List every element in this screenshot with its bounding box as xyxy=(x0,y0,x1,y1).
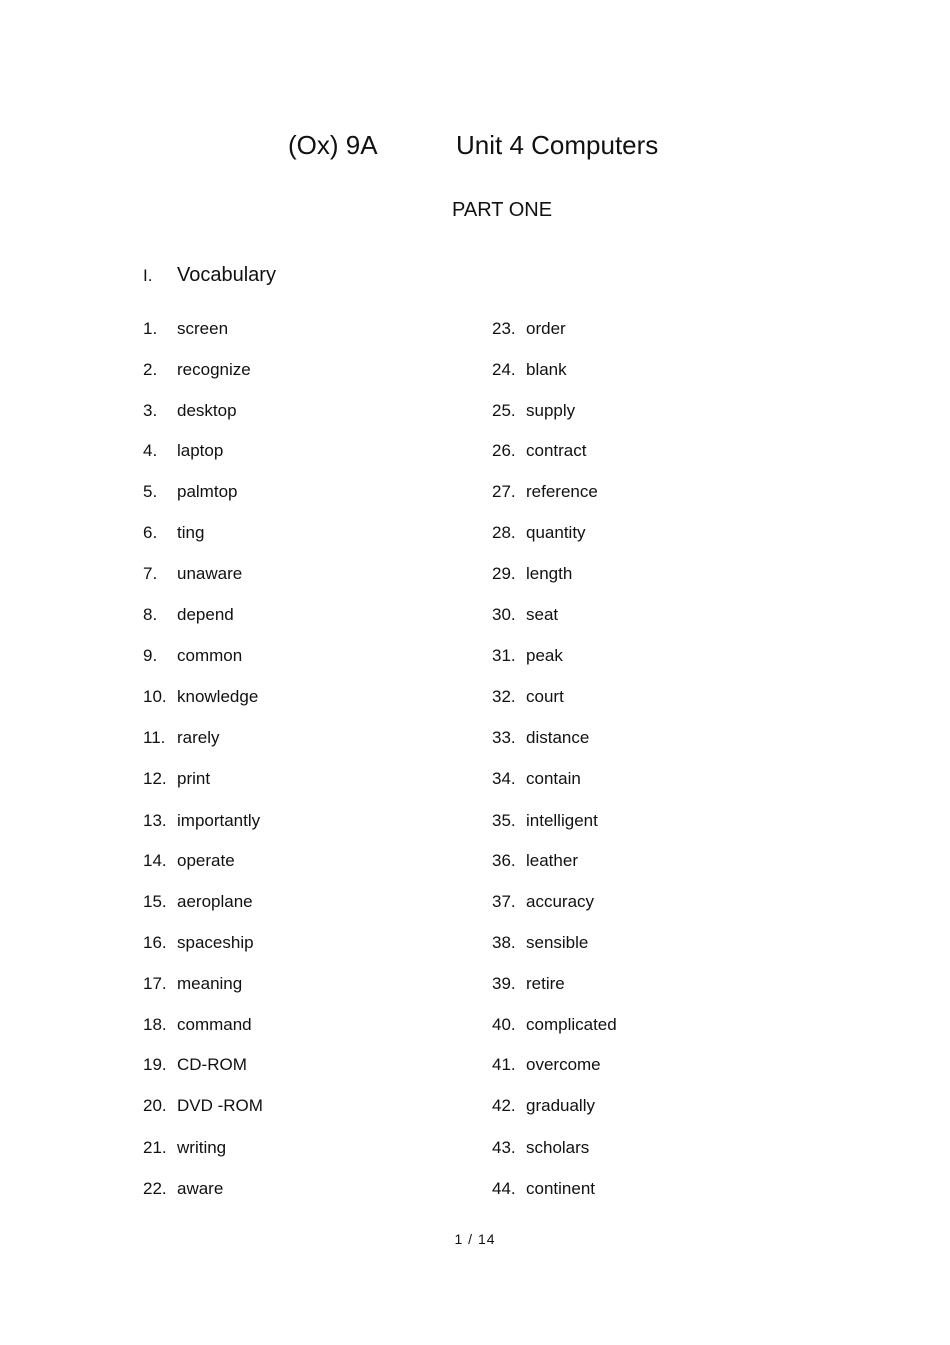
vocabulary-item xyxy=(143,318,228,340)
vocabulary-number: 32. xyxy=(492,687,516,706)
vocabulary-item xyxy=(143,1137,226,1159)
vocabulary-number: 11. xyxy=(143,728,166,747)
vocabulary-word: rarely xyxy=(177,728,220,747)
vocabulary-number: 28. xyxy=(492,523,516,542)
vocabulary-item xyxy=(492,645,563,667)
vocabulary-number: 40. xyxy=(492,1015,516,1034)
vocabulary-item xyxy=(143,604,234,626)
vocabulary-word: quantity xyxy=(526,523,586,542)
vocabulary-item xyxy=(143,727,220,749)
vocabulary-word: writing xyxy=(177,1138,227,1157)
vocabulary-item xyxy=(143,522,204,544)
vocabulary-number: 21. xyxy=(143,1138,167,1157)
vocabulary-item xyxy=(143,1178,223,1200)
vocabulary-item xyxy=(143,1054,247,1076)
vocabulary-item xyxy=(143,768,210,790)
section-title: Vocabulary xyxy=(177,264,276,286)
vocabulary-item xyxy=(492,810,598,832)
vocabulary-number: 36. xyxy=(492,851,516,870)
vocabulary-word: retire xyxy=(526,974,565,993)
course-title: (Ox) 9A xyxy=(288,130,378,160)
vocabulary-item xyxy=(492,400,575,422)
vocabulary-word: laptop xyxy=(177,441,224,460)
vocabulary-item xyxy=(492,481,598,503)
vocabulary-item xyxy=(492,727,589,749)
vocabulary-word: sensible xyxy=(526,933,589,952)
section-number: I. xyxy=(143,266,153,285)
vocabulary-number: 33. xyxy=(492,728,516,747)
vocabulary-word: recognize xyxy=(177,360,251,379)
vocabulary-word: screen xyxy=(177,319,229,338)
vocabulary-word: palmtop xyxy=(177,482,238,501)
vocabulary-word: complicated xyxy=(526,1015,617,1034)
vocabulary-number: 38. xyxy=(492,933,516,952)
vocabulary-number: 44. xyxy=(492,1179,516,1198)
vocabulary-word: ting xyxy=(177,523,205,542)
vocabulary-item xyxy=(492,768,581,790)
vocabulary-number: 4. xyxy=(143,441,158,460)
vocabulary-word: aeroplane xyxy=(177,892,253,911)
vocabulary-item xyxy=(143,686,258,708)
vocabulary-number: 1. xyxy=(143,319,158,338)
vocabulary-number: 10. xyxy=(143,687,167,706)
vocabulary-item xyxy=(492,563,572,585)
vocabulary-word: peak xyxy=(526,646,563,665)
vocabulary-word: contain xyxy=(526,769,581,788)
vocabulary-word: overcome xyxy=(526,1055,601,1074)
vocabulary-number: 35. xyxy=(492,811,516,830)
vocabulary-item xyxy=(143,440,223,462)
vocabulary-word: spaceship xyxy=(177,933,254,952)
vocabulary-item xyxy=(143,810,260,832)
vocabulary-number: 37. xyxy=(492,892,516,911)
vocabulary-item xyxy=(492,440,586,462)
vocabulary-word: command xyxy=(177,1015,252,1034)
vocabulary-number: 41. xyxy=(492,1055,516,1074)
vocabulary-number: 14. xyxy=(143,851,167,870)
vocabulary-word: supply xyxy=(526,401,576,420)
vocabulary-word: unaware xyxy=(177,564,243,583)
vocabulary-word: depend xyxy=(177,605,234,624)
vocabulary-item xyxy=(492,604,558,626)
vocabulary-item xyxy=(492,1178,595,1200)
vocabulary-number: 20. xyxy=(143,1096,167,1115)
vocabulary-number: 19. xyxy=(143,1055,167,1074)
vocabulary-word: knowledge xyxy=(177,687,259,706)
vocabulary-word: leather xyxy=(526,851,578,870)
vocabulary-word: order xyxy=(526,319,566,338)
vocabulary-number: 30. xyxy=(492,605,516,624)
vocabulary-word: intelligent xyxy=(526,811,598,830)
vocabulary-number: 3. xyxy=(143,401,158,420)
part-heading: PART ONE xyxy=(452,199,553,221)
vocabulary-item xyxy=(492,973,565,995)
vocabulary-number: 7. xyxy=(143,564,158,583)
vocabulary-number: 9. xyxy=(143,646,158,665)
vocabulary-number: 18. xyxy=(143,1015,167,1034)
vocabulary-item xyxy=(143,400,237,422)
vocabulary-word: print xyxy=(177,769,211,788)
vocabulary-item xyxy=(492,1137,589,1159)
vocabulary-word: meaning xyxy=(177,974,243,993)
vocabulary-word: contract xyxy=(526,441,587,460)
vocabulary-number: 34. xyxy=(492,769,516,788)
vocabulary-item xyxy=(143,1014,252,1036)
vocabulary-item xyxy=(143,563,242,585)
vocabulary-number: 12. xyxy=(143,769,167,788)
vocabulary-number: 6. xyxy=(143,523,158,542)
vocabulary-item xyxy=(143,359,251,381)
vocabulary-item xyxy=(143,645,242,667)
vocabulary-number: 22. xyxy=(143,1179,167,1198)
vocabulary-number: 5. xyxy=(143,482,158,501)
vocabulary-number: 17. xyxy=(143,974,167,993)
vocabulary-number: 42. xyxy=(492,1096,516,1115)
vocabulary-word: reference xyxy=(526,482,598,501)
vocabulary-number: 23. xyxy=(492,319,516,338)
vocabulary-item xyxy=(492,850,578,872)
vocabulary-number: 26. xyxy=(492,441,516,460)
unit-title: Unit 4 Computers xyxy=(456,130,659,160)
vocabulary-word: operate xyxy=(177,851,235,870)
vocabulary-word: aware xyxy=(177,1179,224,1198)
vocabulary-item xyxy=(492,522,586,544)
vocabulary-item xyxy=(492,1014,617,1036)
vocabulary-number: 39. xyxy=(492,974,516,993)
vocabulary-word: length xyxy=(526,564,573,583)
vocabulary-item xyxy=(492,318,566,340)
vocabulary-item xyxy=(143,1095,263,1117)
vocabulary-word: continent xyxy=(526,1179,595,1198)
vocabulary-item xyxy=(492,891,594,913)
vocabulary-number: 27. xyxy=(492,482,516,501)
vocabulary-number: 2. xyxy=(143,360,158,379)
vocabulary-item xyxy=(492,686,564,708)
vocabulary-item xyxy=(143,932,254,954)
vocabulary-item xyxy=(143,850,235,872)
vocabulary-number: 13. xyxy=(143,811,167,830)
vocabulary-word: distance xyxy=(526,728,590,747)
vocabulary-word: desktop xyxy=(177,401,237,420)
vocabulary-item xyxy=(492,1054,601,1076)
vocabulary-word: common xyxy=(177,646,243,665)
vocabulary-item xyxy=(143,891,253,913)
vocabulary-word: DVD -ROM xyxy=(177,1096,263,1115)
vocabulary-word: blank xyxy=(526,360,567,379)
vocabulary-item xyxy=(143,973,242,995)
vocabulary-number: 24. xyxy=(492,360,516,379)
vocabulary-number: 8. xyxy=(143,605,158,624)
vocabulary-number: 15. xyxy=(143,892,167,911)
vocabulary-item xyxy=(143,481,237,503)
vocabulary-number: 16. xyxy=(143,933,167,952)
vocabulary-item xyxy=(492,1095,595,1117)
vocabulary-item xyxy=(492,932,588,954)
vocabulary-word: gradually xyxy=(526,1096,595,1115)
vocabulary-word: seat xyxy=(526,605,559,624)
vocabulary-word: importantly xyxy=(177,811,261,830)
vocabulary-item xyxy=(492,359,567,381)
vocabulary-word: court xyxy=(526,687,564,706)
vocabulary-number: 43. xyxy=(492,1138,516,1157)
vocabulary-number: 31. xyxy=(492,646,516,665)
vocabulary-word: CD-ROM xyxy=(177,1055,247,1074)
vocabulary-number: 25. xyxy=(492,401,516,420)
page-number: 1 / 14 xyxy=(454,1231,496,1247)
vocabulary-number: 29. xyxy=(492,564,516,583)
vocabulary-word: scholars xyxy=(526,1138,590,1157)
vocabulary-word: accuracy xyxy=(526,892,595,911)
